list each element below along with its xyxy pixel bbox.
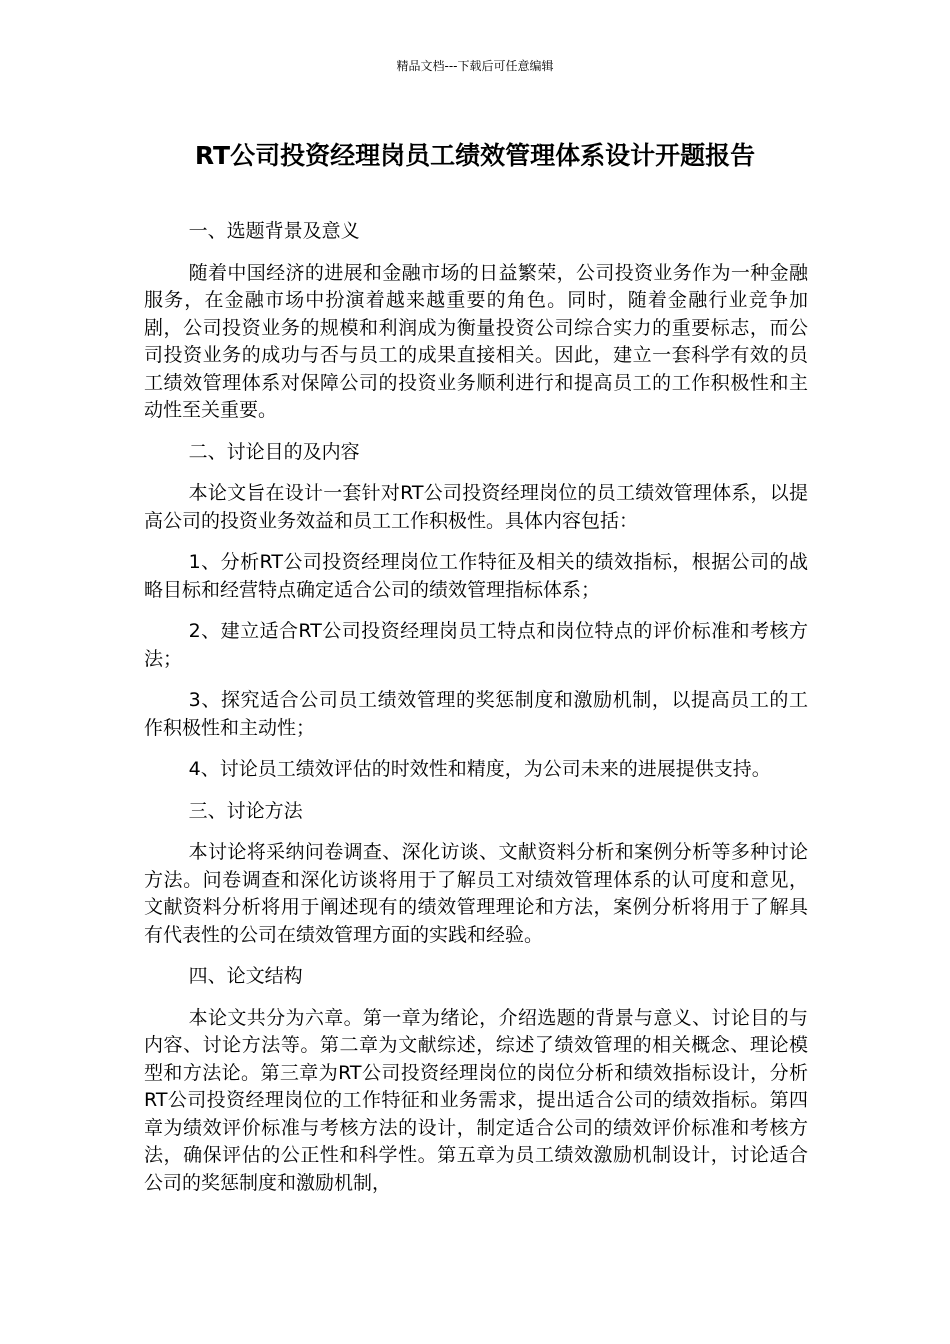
- section-heading-purpose: 二、讨论目的及内容: [188, 440, 360, 463]
- paragraph-structure: 本论文共分为六章。第一章为绪论，介绍选题的背景与意义、讨论目的与内容、讨论方法等。第二章为文献综述，综述了绩效管理的相关概念、理论模型和方法论。第三章为RT公司投资经理岗位的岗位分析和绩效指标设计，分析RT公司投资经理岗位的工作特征和业务需求，提出适合公司的绩效指标。第四章为绩效评价标准与考核方法的设计，制定适合公司的绩效评价标准和考核方法，确保评估的公正性和科学性。第五章为员工绩效激励机制设计，讨论适合公司的奖惩制度和激励机制，: [144, 1006, 808, 1194]
- list-item-2: 2、建立适合RT公司投资经理岗员工特点和岗位特点的评价标准和考核方法；: [144, 620, 808, 670]
- list-item-3: 3、探究适合公司员工绩效管理的奖惩制度和激励机制，以提高员工的工作积极性和主动性；: [144, 689, 808, 739]
- section-heading-structure: 四、论文结构: [188, 965, 303, 987]
- section-heading-methods: 三、讨论方法: [188, 799, 303, 822]
- paragraph-methods: 本讨论将采纳问卷调查、深化访谈、文献资料分析和案例分析等多种讨论方法。问卷调查和深化访谈将用于了解员工对绩效管理体系的认可度和意见，文献资料分析将用于阐述现有的绩效管理理论和方法，案例分析将用于了解具有代表性的公司在绩效管理方面的实践和经验。: [144, 841, 808, 946]
- document-body: [144, 218, 808, 1211]
- paragraph-background: 随着中国经济的进展和金融市场的日益繁荣，公司投资业务作为一种金融服务，在金融市场中扮演着越来越重要的角色。同时，随着金融行业竞争加剧，公司投资业务的规模和利润成为衡量投资公司综合实力的重要标志，而公司投资业务的成功与否与员工的成果直接相关。因此，建立一套科学有效的员工绩效管理体系对保障公司的投资业务顺利进行和提高员工的工作积极性和主动性至关重要。: [144, 261, 808, 421]
- list-item-1: 1、分析RT公司投资经理岗位工作特征及相关的绩效指标，根据公司的战略目标和经营特点确定适合公司的绩效管理指标体系；: [144, 551, 808, 601]
- section-heading-background: 一、选题背景及意义: [188, 220, 360, 242]
- document-title: RT公司投资经理岗员工绩效管理体系设计开题报告: [194, 141, 756, 170]
- page-header-note: 精品文档---下载后可任意编辑: [396, 59, 554, 73]
- paragraph-purpose-intro: 本论文旨在设计一套针对RT公司投资经理岗位的员工绩效管理体系，以提高公司的投资业务效益和员工工作积极性。具体内容包括：: [144, 482, 808, 532]
- list-item-4: 4、讨论员工绩效评估的时效性和精度，为公司未来的进展提供支持。: [188, 758, 771, 780]
